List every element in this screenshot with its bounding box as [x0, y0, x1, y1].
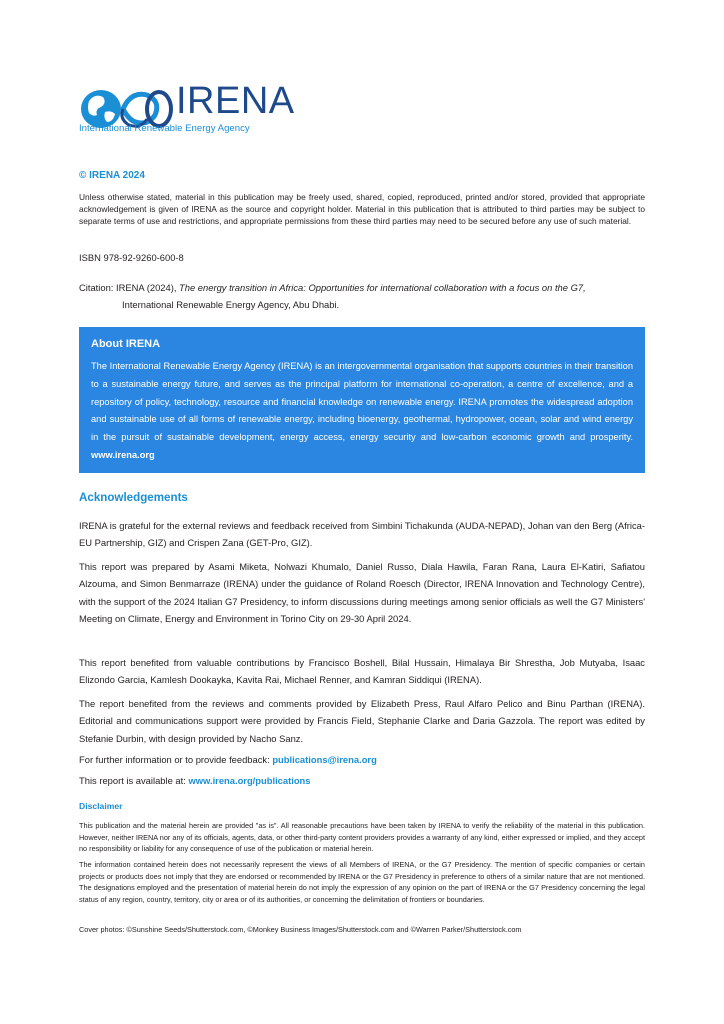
license-text: Unless otherwise stated, material in this publication may be freely used, shared, copied, reproduced, printed and/or stored, provided that appropriate acknowledgement is given of IRENA as the source and copyright holder. Material in this publication that is attributed to third parties may be subject to separate terms of use and restrictions, and appropriate permissions from these third parties may need to be secured before any use of such material. — [79, 192, 645, 226]
about-url-link[interactable]: www.irena.org — [91, 449, 155, 460]
citation — [79, 279, 645, 313]
isbn: ISBN 978-92-9260-600-8 — [79, 252, 184, 263]
disclaimer-heading: Disclaimer — [79, 801, 123, 811]
cover-photo-credits: Cover photos: ©Sunshine Seeds/Shutterstock.com, ©Monkey Business Images/Shutterstock.com and ©Warren Parker/Shutterstock.com — [79, 925, 522, 934]
feedback-label: For further information or to provide feedback: — [79, 754, 273, 765]
logo-tagline: International Renewable Energy Agency — [79, 123, 250, 134]
disclaimer-paragraph: This publication and the material herein are provided "as is". All reasonable precautions have been taken by IRENA to verify the reliability of the material in this publication. However, neither IRENA nor any of its officials, agents, data, or other third-party content providers provides a warranty of any kind, either expressed or implied, and they accept no responsibility or liability for any consequence of use of the publication or material herein. — [79, 821, 645, 854]
about-irena-box — [79, 327, 645, 473]
citation-title: The energy transition in Africa: Opportunities for international collaboration with a focus on the G7, — [179, 282, 586, 293]
availability-line — [79, 775, 311, 786]
acknowledgements-heading: Acknowledgements — [79, 491, 188, 504]
available-label: This report is available at: — [79, 775, 189, 786]
citation-publisher: International Renewable Energy Agency, Abu Dhabi. — [122, 299, 340, 310]
about-heading: About IRENA — [91, 338, 161, 350]
logo-wordmark: IRENA — [176, 80, 295, 122]
publications-url-link[interactable]: www.irena.org/publications — [188, 775, 311, 786]
ack-paragraph: This report was prepared by Asami Miketa, Nolwazi Khumalo, Daniel Russo, Diala Hawila, Faran Rana, Laura El-Katiri, Safiatou Alzouma, and Simon Benmarraze (IRENA) under the guidance of Roland Roesch (Director, IRENA Innovation and Technology Centre), with the support of the 2024 Italian G7 Presidency, to inform discussions during meetings among senior officials as well the G7 Ministers' Meeting on Climate, Energy and Environment in Torino City on 29-30 April 2024. — [79, 561, 645, 625]
about-text — [91, 358, 633, 465]
ack-paragraph: The report benefited from the reviews and comments provided by Elizabeth Press, Raul Alfaro Pelico and Binu Parthan (IRENA). Editorial and communications support were provided by Francis Field, Stephanie Clarke and Daria Gazzola. The report was edited by Stefanie Durbin, with design provided by Nacho Sanz. — [79, 698, 645, 744]
about-body: The International Renewable Energy Agency (IRENA) is an intergovernmental organisation that supports countries in their transition to a sustainable energy future, and serves as the principal platform for international co-operation, a centre of excellence, and a repository of policy, technology, resource and financial knowledge on renewable energy. IRENA promotes the widespread adoption and sustainable use of all forms of renewable energy, including bioenergy, geothermal, hydropower, ocean, solar and wind energy in the pursuit of sustainable development, energy access, energy security and low-carbon economic growth and prosperity. — [91, 361, 633, 443]
ack-paragraph: IRENA is grateful for the external reviews and feedback received from Simbini Tichakunda (AUDA-NEPAD), Johan van den Berg (Africa-EU Partnership, GIZ) and Crispen Zana (GET-Pro, GIZ). — [79, 520, 645, 549]
citation-prefix: Citation: IRENA (2024), — [79, 282, 180, 293]
ack-paragraph: This report benefited from valuable contributions by Francisco Boshell, Bilal Hussain, Himalaya Bir Shrestha, Job Mutyaba, Isaac Elizondo Garcia, Kamlesh Dookayka, Kavita Rai, Michael Renner, and Kamran Siddiqui (IRENA). — [79, 657, 645, 686]
disclaimer-paragraph: The information contained herein does not necessarily represent the views of all Members of IRENA, or the G7 Presidency. The mention of specific companies or certain projects or products does not imply that they are endorsed or recommended by IRENA or the G7 Presidency in preference to others of a similar nature that are not mentioned. The designations employed and the presentation of material herein do not imply the expression of any opinion on the part of IRENA or the G7 Presidency concerning the legal status of any region, country, territory, city or area or of its authorities, or concerning the delimitation of frontiers or boundaries. — [79, 860, 645, 904]
copyright-line: © IRENA 2024 — [79, 170, 145, 181]
feedback-email-link[interactable]: publications@irena.org — [272, 754, 377, 765]
irena-logo — [79, 0, 339, 134]
feedback-line — [79, 754, 377, 765]
